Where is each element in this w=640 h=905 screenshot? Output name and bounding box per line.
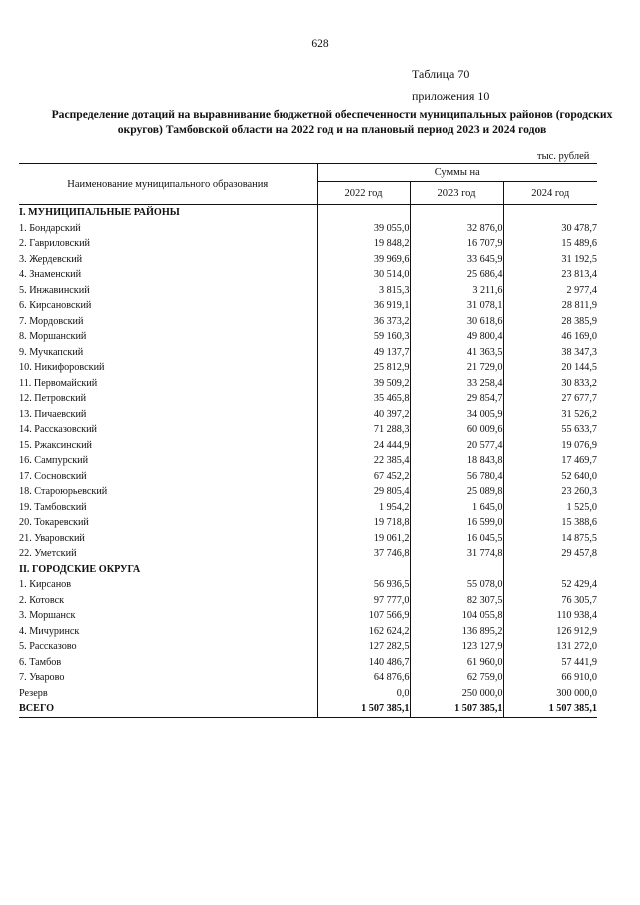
amount-2023: 34 005,9 [410, 407, 503, 423]
amount-2023: 41 363,5 [410, 345, 503, 361]
table-row [19, 422, 597, 438]
table-row [19, 453, 597, 469]
total-row [19, 701, 597, 717]
table-row [19, 391, 597, 407]
municipality-name: I. МУНИЦИПАЛЬНЫЕ РАЙОНЫ [19, 207, 180, 219]
section-row [19, 205, 597, 221]
municipality-name: 15. Ржаксинский [19, 439, 93, 451]
amount-2022: 1 954,2 [317, 500, 410, 516]
column-header-2024: 2024 год [503, 182, 597, 205]
municipality-name: 6. Кирсановский [19, 300, 92, 312]
municipality-name: 10. Никифоровский [19, 362, 105, 374]
amount-2024: 110 938,4 [503, 608, 597, 624]
amount-2024: 131 272,0 [503, 639, 597, 655]
amount-2022: 1 507 385,1 [317, 701, 410, 717]
amount-2023: 21 729,0 [410, 360, 503, 376]
amount-2024: 1 507 385,1 [503, 701, 597, 717]
table-row [19, 298, 597, 314]
amount-2022: 39 055,0 [317, 221, 410, 237]
table-row [19, 252, 597, 268]
amount-2024: 126 912,9 [503, 624, 597, 640]
table-row [19, 236, 597, 252]
municipality-name: 2. Котовск [19, 594, 65, 606]
amount-2023: 25 089,8 [410, 484, 503, 500]
amount-2022: 36 373,2 [317, 314, 410, 330]
amount-2022: 30 514,0 [317, 267, 410, 283]
amount-2022: 49 137,7 [317, 345, 410, 361]
amount-2022: 40 397,2 [317, 407, 410, 423]
column-header-2022: 2022 год [317, 182, 410, 205]
amount-2024: 76 305,7 [503, 593, 597, 609]
amount-2022: 71 288,3 [317, 422, 410, 438]
amount-2024: 28 385,9 [503, 314, 597, 330]
amount-2023: 136 895,2 [410, 624, 503, 640]
amount-2024: 17 469,7 [503, 453, 597, 469]
municipality-name: 17. Сосновский [19, 470, 87, 482]
amount-2022: 37 746,8 [317, 546, 410, 562]
amount-2023: 32 876,0 [410, 221, 503, 237]
amount-2024: 20 144,5 [503, 360, 597, 376]
municipality-name: 22. Уметский [19, 548, 77, 560]
amount-2024: 66 910,0 [503, 670, 597, 686]
table-row [19, 624, 597, 640]
amount-2023: 29 854,7 [410, 391, 503, 407]
amount-2022: 59 160,3 [317, 329, 410, 345]
municipality-name: ВСЕГО [19, 701, 317, 717]
municipality-name: 7. Уварово [19, 672, 65, 684]
municipality-name: 18. Староюрьевский [19, 486, 108, 498]
amount-2022: 29 805,4 [317, 484, 410, 500]
amount-2024: 52 640,0 [503, 469, 597, 485]
amount-2022: 25 812,9 [317, 360, 410, 376]
municipality-name: 14. Рассказовский [19, 424, 98, 436]
amount-2022: 140 486,7 [317, 655, 410, 671]
amount-2023: 30 618,6 [410, 314, 503, 330]
amount-2023: 49 800,4 [410, 329, 503, 345]
amount-2023: 3 211,6 [410, 283, 503, 299]
amount-2022: 36 919,1 [317, 298, 410, 314]
amount-2022: 0,0 [317, 686, 410, 702]
table-row [19, 515, 597, 531]
amount-2024: 23 260,3 [503, 484, 597, 500]
amount-2024 [503, 205, 597, 221]
amount-2023: 62 759,0 [410, 670, 503, 686]
municipality-name: 4. Знаменский [19, 269, 82, 281]
amount-2022: 56 936,5 [317, 577, 410, 593]
table-row [19, 329, 597, 345]
amount-2023: 123 127,9 [410, 639, 503, 655]
subsidies-table [19, 163, 597, 718]
amount-2024: 15 388,6 [503, 515, 597, 531]
table-row [19, 407, 597, 423]
amount-2022: 19 848,2 [317, 236, 410, 252]
amount-2023: 82 307,5 [410, 593, 503, 609]
table-row [19, 345, 597, 361]
amount-2022: 3 815,3 [317, 283, 410, 299]
amount-2024: 19 076,9 [503, 438, 597, 454]
amount-2022: 97 777,0 [317, 593, 410, 609]
amount-2022: 39 509,2 [317, 376, 410, 392]
municipality-name: 2. Гавриловский [19, 238, 91, 250]
amount-2023: 1 507 385,1 [410, 701, 503, 717]
table-row [19, 376, 597, 392]
table-row [19, 577, 597, 593]
amount-2023 [410, 205, 503, 221]
table-row [19, 360, 597, 376]
table-row [19, 608, 597, 624]
municipality-name: 9. Мучкапский [19, 346, 84, 358]
amount-2024: 30 478,7 [503, 221, 597, 237]
municipality-name: 20. Токаревский [19, 517, 89, 529]
table-row [19, 438, 597, 454]
amount-2022: 127 282,5 [317, 639, 410, 655]
municipality-name: 19. Тамбовский [19, 501, 87, 513]
section-row [19, 562, 597, 578]
amount-2024: 31 526,2 [503, 407, 597, 423]
amount-2023: 55 078,0 [410, 577, 503, 593]
table-row [19, 484, 597, 500]
table-row [19, 639, 597, 655]
amount-2022: 64 876,6 [317, 670, 410, 686]
table-row [19, 283, 597, 299]
table-body [19, 205, 597, 718]
municipality-name: 13. Пичаевский [19, 408, 87, 420]
municipality-name: 3. Жердевский [19, 253, 83, 265]
amount-2022: 162 624,2 [317, 624, 410, 640]
amount-2024: 38 347,3 [503, 345, 597, 361]
table-row [19, 655, 597, 671]
amount-2022: 19 718,8 [317, 515, 410, 531]
amount-2022: 107 566,9 [317, 608, 410, 624]
amount-2024: 2 977,4 [503, 283, 597, 299]
amount-2024: 55 633,7 [503, 422, 597, 438]
amount-2023: 60 009,6 [410, 422, 503, 438]
municipality-name: II. ГОРОДСКИЕ ОКРУГА [19, 563, 141, 575]
municipality-name: 16. Сампурский [19, 455, 89, 467]
amount-2023: 104 055,8 [410, 608, 503, 624]
amount-2023 [410, 562, 503, 578]
table-label: Таблица 70 [412, 67, 470, 81]
amount-2024: 28 811,9 [503, 298, 597, 314]
table-row [19, 686, 597, 702]
amount-2023: 18 843,8 [410, 453, 503, 469]
table-row [19, 314, 597, 330]
municipality-name: 3. Моршанск [19, 610, 76, 622]
amount-2022: 24 444,9 [317, 438, 410, 454]
amount-2023: 31 774,8 [410, 546, 503, 562]
amount-2024 [503, 562, 597, 578]
amount-2023: 61 960,0 [410, 655, 503, 671]
amount-2024: 300 000,0 [503, 686, 597, 702]
municipality-name: Резерв [19, 687, 48, 699]
municipality-name: 4. Мичуринск [19, 625, 80, 637]
municipality-name: 6. Тамбов [19, 656, 62, 668]
table-row [19, 469, 597, 485]
amount-2024: 23 813,4 [503, 267, 597, 283]
amount-2023: 16 707,9 [410, 236, 503, 252]
municipality-name: 21. Уваровский [19, 532, 85, 544]
amount-2022 [317, 205, 410, 221]
amount-2023: 16 045,5 [410, 531, 503, 547]
amount-2024: 29 457,8 [503, 546, 597, 562]
amount-2023: 33 645,9 [410, 252, 503, 268]
table-row [19, 500, 597, 516]
amount-2022: 19 061,2 [317, 531, 410, 547]
amount-2024: 52 429,4 [503, 577, 597, 593]
amount-2023: 250 000,0 [410, 686, 503, 702]
amount-2024: 31 192,5 [503, 252, 597, 268]
amount-2023: 56 780,4 [410, 469, 503, 485]
amount-2022: 67 452,2 [317, 469, 410, 485]
amount-2024: 27 677,7 [503, 391, 597, 407]
amount-2024: 1 525,0 [503, 500, 597, 516]
amount-2023: 1 645,0 [410, 500, 503, 516]
amount-2024: 30 833,2 [503, 376, 597, 392]
table-row [19, 267, 597, 283]
amount-2023: 20 577,4 [410, 438, 503, 454]
municipality-name: 12. Петровский [19, 393, 87, 405]
amount-2024: 14 875,5 [503, 531, 597, 547]
table-row [19, 531, 597, 547]
document-title: Распределение дотаций на выравнивание бюджетной обеспеченности муниципальных районов (городских округов) Тамбовской области на 2022 год и на плановый период 2023 и 2024 годов [51, 108, 613, 136]
amount-2022: 39 969,6 [317, 252, 410, 268]
column-header-sums: Суммы на [317, 164, 597, 182]
amount-2024: 15 489,6 [503, 236, 597, 252]
municipality-name: 1. Кирсанов [19, 579, 72, 591]
page-number: 628 [311, 38, 329, 50]
municipality-name: 7. Мордовский [19, 315, 84, 327]
appendix-label: приложения 10 [412, 89, 490, 103]
amount-2023: 25 686,4 [410, 267, 503, 283]
municipality-name: 5. Рассказово [19, 641, 77, 653]
column-header-2023: 2023 год [410, 182, 503, 205]
amount-2024: 57 441,9 [503, 655, 597, 671]
amount-2022: 22 385,4 [317, 453, 410, 469]
municipality-name: 11. Первомайский [19, 377, 98, 389]
units-label: тыс. рублей [537, 151, 590, 162]
municipality-name: 8. Моршанский [19, 331, 87, 343]
municipality-name: 5. Инжавинский [19, 284, 90, 296]
amount-2023: 16 599,0 [410, 515, 503, 531]
amount-2022 [317, 562, 410, 578]
amount-2023: 33 258,4 [410, 376, 503, 392]
table-row [19, 670, 597, 686]
municipality-name: 1. Бондарский [19, 222, 81, 234]
table-row [19, 221, 597, 237]
table-row [19, 546, 597, 562]
amount-2024: 46 169,0 [503, 329, 597, 345]
amount-2022: 35 465,8 [317, 391, 410, 407]
amount-2023: 31 078,1 [410, 298, 503, 314]
column-header-name: Наименование муниципального образования [19, 164, 317, 205]
table-row [19, 593, 597, 609]
